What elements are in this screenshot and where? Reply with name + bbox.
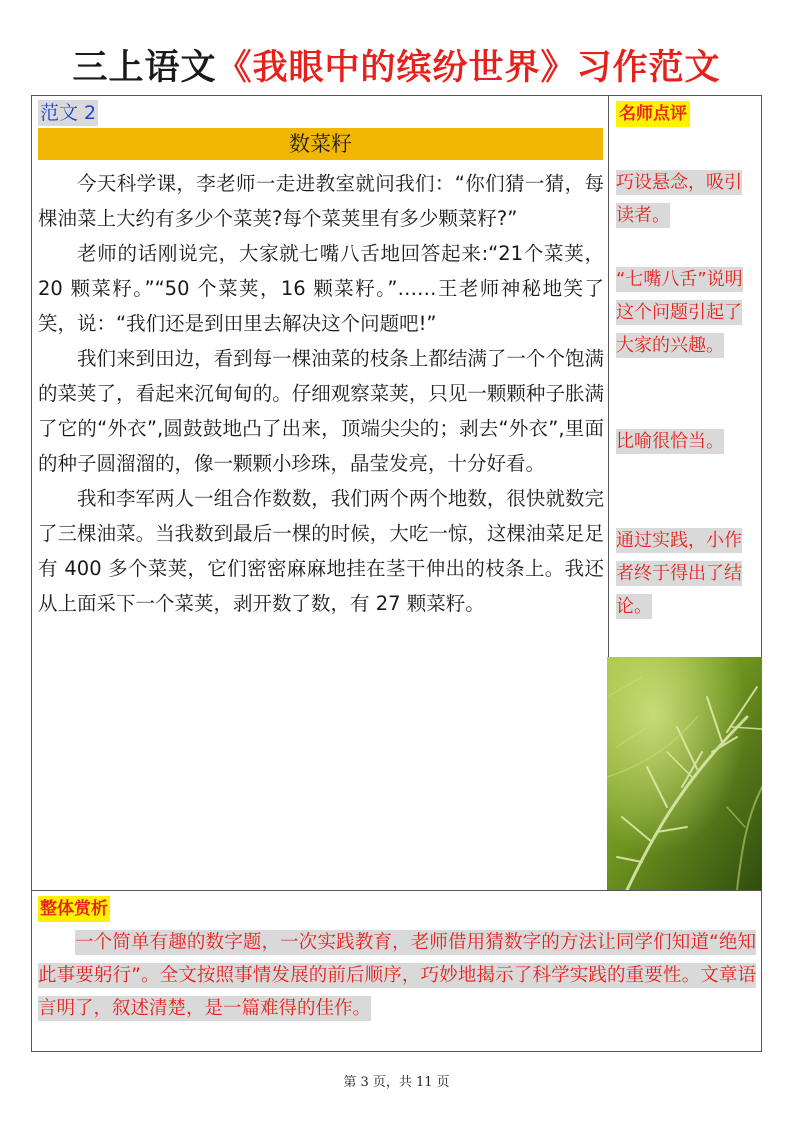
page-title-part1: 三上语文 xyxy=(72,48,217,88)
overall-review xyxy=(38,926,756,1025)
overall-review-heading: 整体赏析 xyxy=(38,896,110,922)
comment-text: 比喻很恰当。 xyxy=(616,431,724,452)
teacher-comment-2 xyxy=(616,263,756,362)
essay-paragraph-2: 老师的话刚说完，大家就七嘴八舌地回答起来:“21个菜荚，20 颗菜籽。”“50 个菜荚，16 颗菜籽。”……王老师神秘地笑了笑，说：“我们还是到田里去解决这个问题吧!” xyxy=(38,242,604,335)
comment-text: “七嘴八舌”说明这个问题引起了大家的兴趣。 xyxy=(616,269,743,356)
teacher-comment-1 xyxy=(616,166,756,232)
page-title xyxy=(0,40,793,90)
teacher-comment-3 xyxy=(616,425,756,458)
page-title-part2: 《我眼中的缤纷世界》 xyxy=(216,48,577,88)
overall-review-text: 一个简单有趣的数字题，一次实践教育，老师借用猜数字的方法让同学们知道“绝知此事要躬行”。全文按照事情发展的前后顺序，巧妙地揭示了科学实践的重要性。文章语言明了，叙述清楚，是一篇难得的佳作。 xyxy=(38,932,756,1019)
page-number: 第 3 页，共 11 页 xyxy=(343,1075,450,1090)
essay-paragraph-1: 今天科学课，李老师一走进教室就问我们：“你们猜一猜，每棵油菜上大约有多少个菜荚?每个菜荚里有多少颗菜籽?” xyxy=(38,172,604,230)
teacher-comment-heading: 名师点评 xyxy=(616,101,690,127)
essay-label: 范文 2 xyxy=(40,102,97,124)
comment-text: 巧设悬念，吸引读者。 xyxy=(616,172,742,226)
essay-title: 数菜籽 xyxy=(38,128,603,160)
page-title-part3: 习作范文 xyxy=(576,48,721,88)
teacher-comment-4 xyxy=(616,524,756,623)
rapeseed-pods-photo-icon xyxy=(607,657,762,890)
comment-text: 通过实践，小作者终于得出了结论。 xyxy=(616,530,742,617)
essay-body xyxy=(38,166,604,621)
section-divider xyxy=(31,890,762,891)
essay-paragraph-4: 我和李军两人一组合作数数，我们两个两个地数，很快就数完了三棵油菜。当我数到最后一棵的时候，大吃一惊，这棵油菜足足有 400 多个菜荚，它们密密麻麻地挂在茎干伸出的枝条上。我还从上面采下一个菜荚，剥开数了数，有 27 颗菜籽。 xyxy=(38,487,604,615)
essay-paragraph-3: 我们来到田边，看到每一棵油菜的枝条上都结满了一个个饱满的菜荚了，看起来沉甸甸的。仔细观察菜荚，只见一颗颗种子胀满了它的“外衣”,圆鼓鼓地凸了出来，顶端尖尖的；剥去“外衣”,里面的种子圆溜溜的，像一颗颗小珍珠，晶莹发亮，十分好看。 xyxy=(38,347,604,475)
